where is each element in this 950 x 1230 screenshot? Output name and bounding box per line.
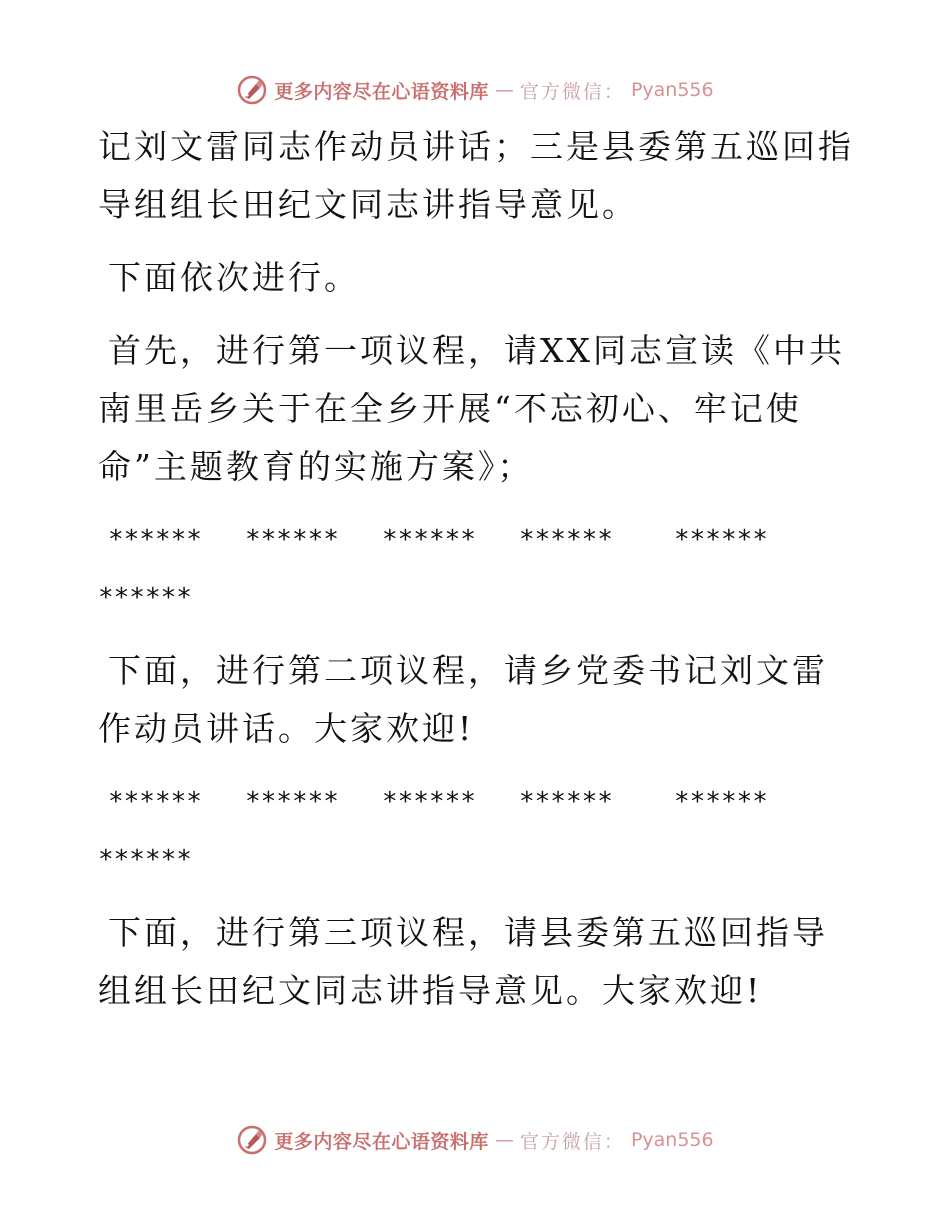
asterisk-group: ****** <box>108 787 202 817</box>
paragraph-agenda-2: 下面，进行第二项议程，请乡党委书记刘文雷作动员讲话。大家欢迎! <box>98 651 828 748</box>
asterisk-group: ****** <box>245 787 339 817</box>
watermark-brand: 更多内容尽在心语资料库 <box>274 80 489 103</box>
watermark-label: 官方微信： <box>519 80 625 103</box>
watermark-label: 官方微信： <box>519 1130 625 1153</box>
pen-logo-icon <box>236 1124 268 1156</box>
asterisk-group: ****** <box>245 525 339 555</box>
watermark-brand: 更多内容尽在心语资料库 <box>274 1130 489 1153</box>
asterisk-group: ****** <box>674 525 768 555</box>
asterisk-separator <box>98 773 858 889</box>
pen-logo-icon <box>236 74 268 106</box>
paragraph-agenda-1: 首先，进行第一项议程，请XX同志宣读《中共南里岳乡关于在全乡开展“不忘初心、牢记使命”主题教育的实施方案》； <box>98 331 845 486</box>
document-body <box>98 118 858 1035</box>
asterisk-group: ****** <box>519 525 613 555</box>
asterisk-group: ****** <box>382 787 476 817</box>
watermark-id: Pyan556 <box>630 1129 714 1151</box>
asterisk-group: ****** <box>382 525 476 555</box>
paragraph-agenda-3: 下面，进行第三项议程，请县委第五巡回指导组组长田纪文同志讲指导意见。大家欢迎! <box>98 913 828 1010</box>
asterisk-group: ****** <box>98 845 192 875</box>
asterisk-group: ****** <box>98 583 192 613</box>
watermark-header <box>0 70 950 110</box>
watermark-footer <box>0 1120 950 1160</box>
asterisk-group: ****** <box>674 787 768 817</box>
paragraph-proceed: 下面依次进行。 <box>108 258 360 297</box>
watermark-separator: — <box>494 1129 514 1151</box>
asterisk-group: ****** <box>108 525 202 555</box>
paragraph-speaker-list: 记刘文雷同志作动员讲话；三是县委第五巡回指导组组长田纪文同志讲指导意见。 <box>98 127 854 224</box>
asterisk-separator <box>98 511 858 627</box>
watermark-id: Pyan556 <box>630 79 714 101</box>
watermark-separator: — <box>494 79 514 101</box>
asterisk-group: ****** <box>519 787 613 817</box>
